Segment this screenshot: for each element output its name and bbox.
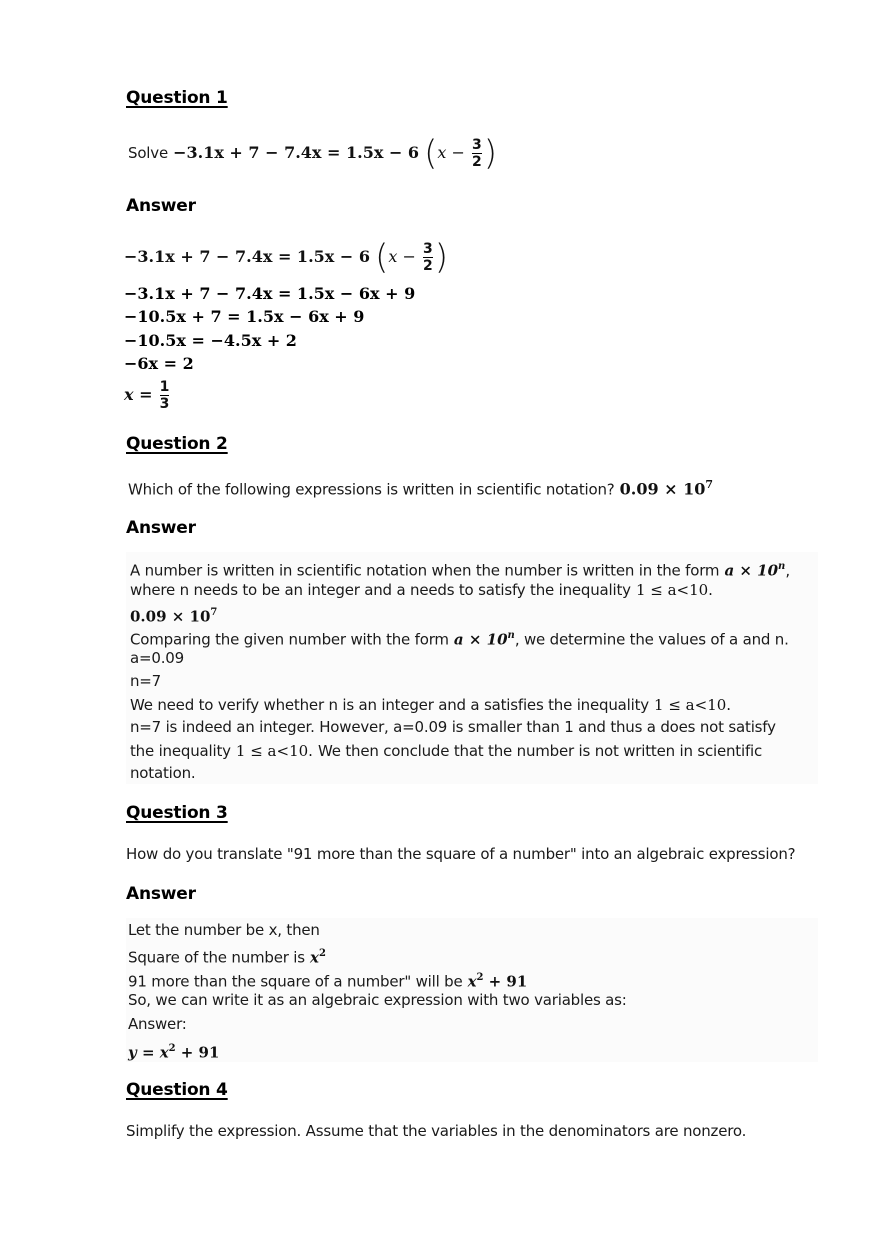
q1-step-2: −10.5x + 7 = 1.5x − 6x + 9 (124, 307, 365, 326)
question-3-prompt: How do you translate "91 more than the square of a number" into an algebraic expression? (126, 845, 796, 863)
q1-step-4: −6x = 2 (124, 354, 194, 373)
q2-line-a: a=0.09 (130, 649, 184, 667)
q1-paren-inner: x − (437, 143, 465, 162)
question-4-heading: Question 4 (126, 1080, 228, 1100)
open-paren: ( (424, 133, 438, 174)
q2-line-verify: We need to verify whether n is an integer and a satisfies the inequality 1 ≤ a<10. (130, 696, 732, 714)
q1-step-3: −10.5x = −4.5x + 2 (124, 331, 297, 350)
q1-answer-fraction: $\frac{3}{2}$ (422, 241, 433, 274)
question-2-prompt: Which of the following expressions is written in scientific notation? $0.09 \times 10^7$ (128, 478, 714, 499)
q1-answer-line-1: −3.1x + 7 − 7.4x = 1.5x − 6 (x − $\frac{3}{2}$ ) (124, 237, 448, 278)
q3-line-1: Let the number be x, then (128, 921, 320, 939)
q1-final-answer: x = $\frac{1}{3}$ (124, 379, 170, 412)
q3-line-3: 91 more than the square of a number" will be $x^2 + 91$ (128, 972, 528, 991)
question-4-prompt: Simplify the expression. Assume that the variables in the denominators are nonzero. (126, 1122, 747, 1140)
q2-line-2: where n needs to be an integer and a needs to satisfy the inequality 1 ≤ a<10. (130, 581, 713, 599)
question-3-answer-heading: Answer (126, 884, 196, 904)
question-1-prompt (128, 132, 497, 174)
q2-number: $0.09 \times 10^7$ (130, 607, 218, 626)
q2-line-3: Comparing the given number with the form $a \times 10^n$, we determine the values of a and n. (130, 630, 789, 649)
q1-fraction: $\frac{3}{2}$ (472, 137, 482, 170)
q2-line-integer: n=7 is indeed an integer. However, a=0.09 is smaller than 1 and thus a does not satisfy (130, 718, 776, 736)
q3-line-5: Answer: (128, 1015, 187, 1033)
question-1-heading: Question 1 (126, 88, 228, 108)
question-2-answer-heading: Answer (126, 518, 196, 538)
question-2-heading: Question 2 (126, 434, 228, 454)
q3-line-2: Square of the number is $x^2$ (128, 948, 326, 967)
question-1-answer-heading: Answer (126, 196, 196, 216)
q2-line-1: A number is written in scientific notation when the number is written in the form $a \times 10^n$, (130, 561, 790, 580)
q2-line-n: n=7 (130, 672, 162, 690)
q1-step-1: −3.1x + 7 − 7.4x = 1.5x − 6x + 9 (124, 284, 416, 303)
close-paren: ) (483, 133, 498, 174)
q2-line-notation: notation. (130, 764, 196, 782)
q3-final-expression: $y = x^2 + 91$ (128, 1043, 220, 1062)
q2-line-conclude: the inequality 1 ≤ a<10. We then conclude that the number is not written in scientific (130, 742, 763, 760)
question-3-heading: Question 3 (126, 803, 228, 823)
q3-line-4: So, we can write it as an algebraic expression with two variables as: (128, 991, 627, 1009)
q1-equation-left: −3.1x + 7 − 7.4x = 1.5x − 6 (173, 143, 420, 162)
solve-word: Solve (128, 144, 168, 162)
